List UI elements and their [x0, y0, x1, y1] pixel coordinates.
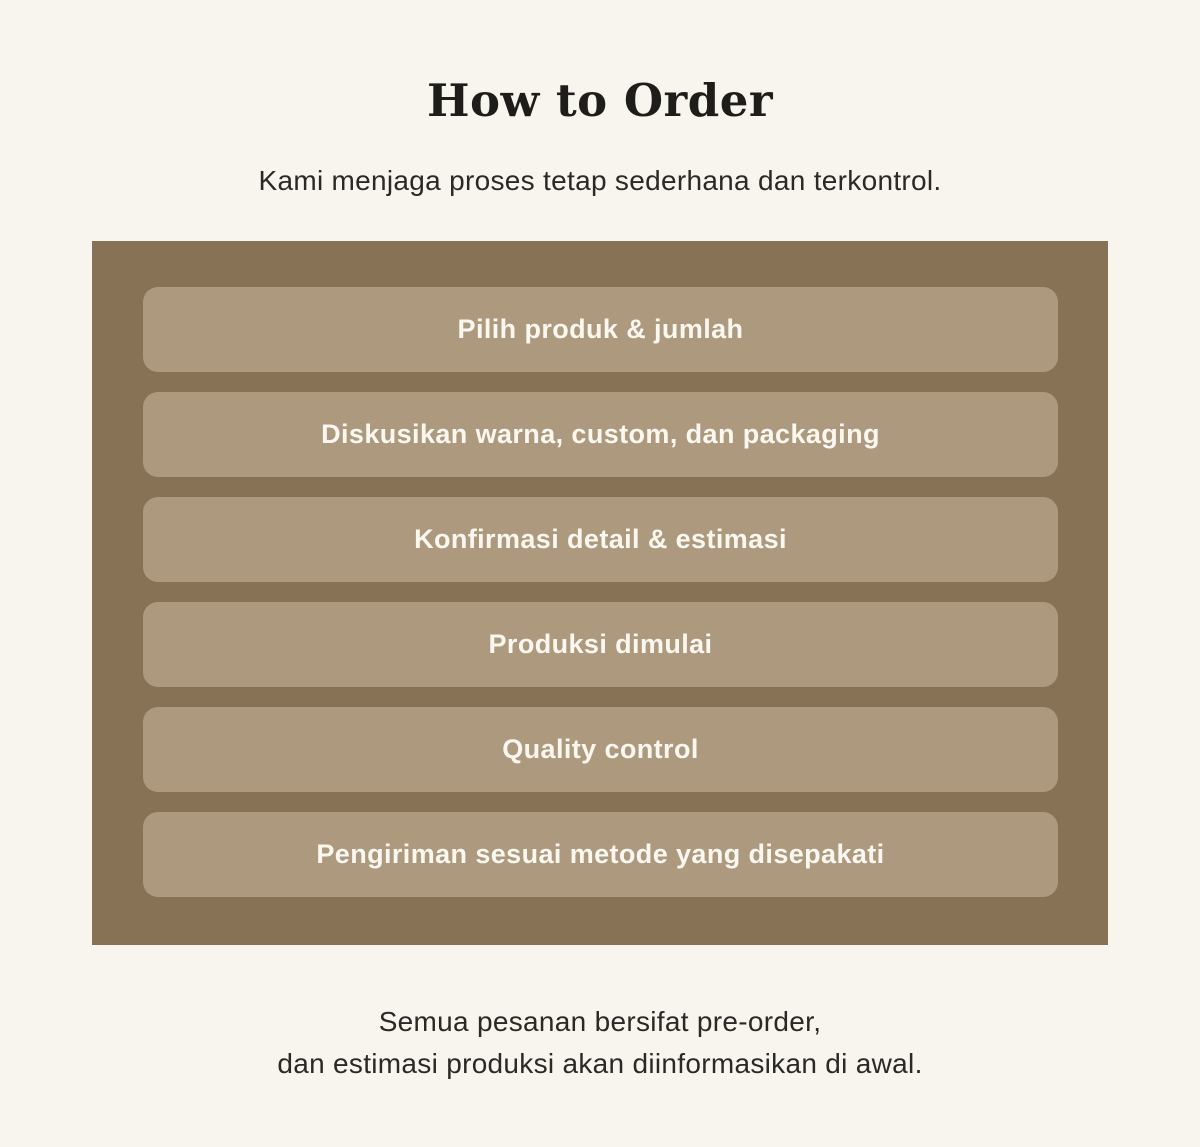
footer-note: [277, 1001, 922, 1085]
page-title: How to Order: [426, 74, 774, 127]
footer-note-line2: dan estimasi produksi akan diinformasikan di awal.: [277, 1048, 923, 1079]
step-button-production-starts[interactable]: Produksi dimulai: [143, 602, 1058, 687]
step-button-confirm-details[interactable]: Konfirmasi detail & estimasi: [143, 497, 1058, 582]
footer-note-line1: Semua pesanan bersifat pre-order,: [378, 1006, 822, 1037]
step-button-shipping[interactable]: Pengiriman sesuai metode yang disepakati: [143, 812, 1058, 897]
page-subtitle: Kami menjaga proses tetap sederhana dan terkontrol.: [258, 165, 942, 196]
step-button-quality-control[interactable]: Quality control: [143, 707, 1058, 792]
step-button-discuss-customization[interactable]: Diskusikan warna, custom, dan packaging: [143, 392, 1058, 477]
step-button-choose-product[interactable]: Pilih produk & jumlah: [143, 287, 1058, 372]
order-steps-panel: [92, 241, 1108, 945]
